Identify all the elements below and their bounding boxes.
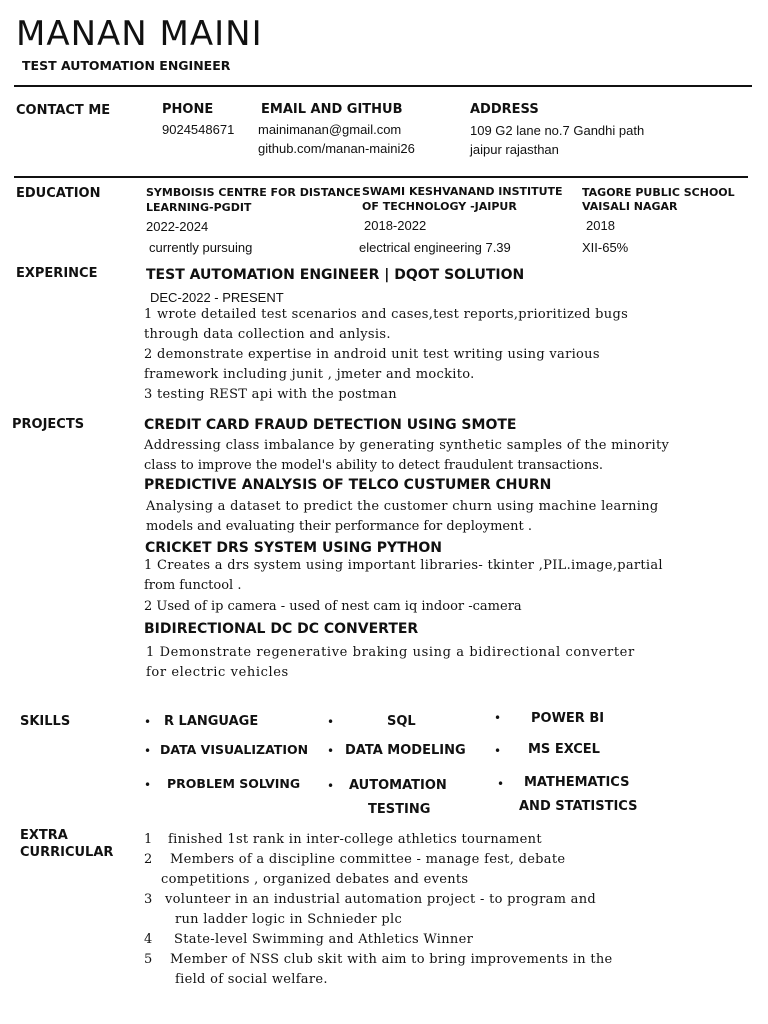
education-years-3: 2018 [586, 218, 615, 233]
header-divider [14, 85, 752, 87]
education-detail-3: XII-65% [582, 240, 629, 255]
education-school-3-line-2: VAISALI NAGAR [582, 200, 678, 213]
experience-line-3: 2 demonstrate expertise in android unit test writing using various [144, 347, 600, 362]
skill-automation-line-2: TESTING [368, 802, 431, 817]
education-years-2: 2018-2022 [364, 218, 427, 233]
skills-section-label: SKILLS [20, 714, 71, 729]
education-school-3-line-1: TAGORE PUBLIC SCHOOL [582, 186, 735, 199]
project-4-line-1: 1 Demonstrate regenerative braking using a bidirectional converter [146, 645, 635, 660]
address-line-2: jaipur rajasthan [470, 142, 559, 157]
extra-item-2-line-1: Members of a discipline committee - manage fest, debate [170, 852, 566, 867]
project-1-line-1: Addressing class imbalance by generating synthetic samples of the minority [144, 438, 670, 453]
bullet-icon: • [497, 777, 505, 791]
skill-sql: SQL [387, 714, 416, 729]
skill-automation-line-1: AUTOMATION [349, 778, 447, 793]
project-3-line-1: 1 Creates a drs system using important libraries- tkinter ,PIL.image,partial [144, 558, 663, 573]
project-1-line-2: class to improve the model's ability to detect fraudulent transactions. [144, 458, 604, 473]
bullet-icon: • [144, 744, 152, 758]
project-4-title: BIDIRECTIONAL DC DC CONVERTER [144, 621, 419, 637]
bullet-icon: • [327, 715, 335, 729]
education-detail-2: electrical engineering 7.39 [359, 240, 511, 255]
extra-item-1: finished 1st rank in inter-college athletics tournament [168, 832, 542, 847]
skill-mathematics-line-1: MATHEMATICS [524, 775, 630, 790]
skill-problem-solving: PROBLEM SOLVING [167, 776, 301, 791]
experience-line-1: 1 wrote detailed test scenarios and cases,test reports,prioritized bugs [144, 307, 629, 322]
education-school-2-line-2: OF TECHNOLOGY -JAIPUR [362, 200, 517, 213]
skill-power-bi: POWER BI [531, 711, 605, 726]
skill-data-visualization: DATA VISUALIZATION [160, 742, 309, 757]
project-2-line-2: models and evaluating their performance for deployment . [146, 519, 532, 534]
extra-number-2: 2 [144, 852, 153, 867]
skill-mathematics-line-2: AND STATISTICS [519, 799, 638, 814]
education-school-1-line-2: LEARNING-PGDIT [146, 201, 252, 214]
bullet-icon: • [144, 715, 152, 729]
extra-item-5-line-1: Member of NSS club skit with aim to bring improvements in the [170, 952, 613, 967]
education-detail-1: currently pursuing [149, 240, 253, 255]
extra-item-3-line-2: run ladder logic in Schnieder plc [175, 912, 403, 927]
extra-item-2-line-2: competitions , organized debates and events [161, 872, 469, 887]
extra-number-5: 5 [144, 952, 153, 967]
bullet-icon: • [327, 779, 335, 793]
project-1-title: CREDIT CARD FRAUD DETECTION USING SMOTE [144, 417, 517, 433]
resume-role: TEST AUTOMATION ENGINEER [22, 58, 231, 73]
experience-line-5: 3 testing REST api with the postman [144, 387, 397, 402]
github-value[interactable]: github.com/manan-maini26 [258, 141, 415, 156]
skill-data-modeling: DATA MODELING [345, 743, 466, 758]
address-line-1: 109 G2 lane no.7 Gandhi path [470, 123, 645, 138]
project-3-line-2: from functool . [144, 578, 242, 593]
email-value[interactable]: mainimanan@gmail.com [258, 122, 402, 137]
extra-section-label-line-1: EXTRA [20, 828, 68, 843]
project-2-title: PREDICTIVE ANALYSIS OF TELCO CUSTUMER CHURN [144, 477, 552, 493]
extra-item-3-line-1: volunteer in an industrial automation project - to program and [165, 892, 597, 907]
phone-label: PHONE [162, 102, 214, 117]
projects-section-label: PROJECTS [12, 417, 85, 432]
experience-line-4: framework including junit , jmeter and mockito. [144, 367, 475, 382]
contact-section-label: CONTACT ME [16, 103, 111, 118]
skill-r-language: R LANGUAGE [164, 714, 259, 729]
extra-number-3: 3 [144, 892, 153, 907]
skill-ms-excel: MS EXCEL [528, 742, 600, 757]
bullet-icon: • [494, 744, 502, 758]
experience-section-label: EXPERINCE [16, 266, 98, 281]
education-school-1-line-1: SYMBOISIS CENTRE FOR DISTANCE [146, 186, 361, 199]
experience-dates: DEC-2022 - PRESENT [150, 290, 284, 305]
address-label: ADDRESS [470, 102, 539, 117]
education-years-1: 2022-2024 [146, 219, 209, 234]
bullet-icon: • [144, 778, 152, 792]
bullet-icon: • [327, 744, 335, 758]
experience-line-2: through data collection and anlysis. [144, 327, 391, 342]
bullet-icon: • [494, 711, 502, 725]
extra-item-5-line-2: field of social welfare. [175, 972, 328, 987]
extra-section-label-line-2: CURRICULAR [20, 845, 114, 860]
project-2-line-1: Analysing a dataset to predict the customer churn using machine learning [146, 499, 659, 514]
phone-value: 9024548671 [162, 122, 235, 137]
extra-number-1: 1 [144, 832, 153, 847]
project-4-line-2: for electric vehicles [146, 665, 289, 680]
project-3-line-3: 2 Used of ip camera - used of nest cam iq indoor -camera [144, 599, 522, 614]
extra-item-4: State-level Swimming and Athletics Winner [174, 932, 474, 947]
extra-number-4: 4 [144, 932, 153, 947]
contact-divider [14, 176, 748, 178]
education-school-2-line-1: SWAMI KESHVANAND INSTITUTE [362, 185, 563, 198]
experience-title: TEST AUTOMATION ENGINEER | DQOT SOLUTION [146, 267, 525, 283]
education-section-label: EDUCATION [16, 186, 101, 201]
resume-name: MANAN MAINI [16, 14, 263, 54]
email-label: EMAIL AND GITHUB [261, 102, 403, 117]
project-3-title: CRICKET DRS SYSTEM USING PYTHON [145, 540, 442, 556]
